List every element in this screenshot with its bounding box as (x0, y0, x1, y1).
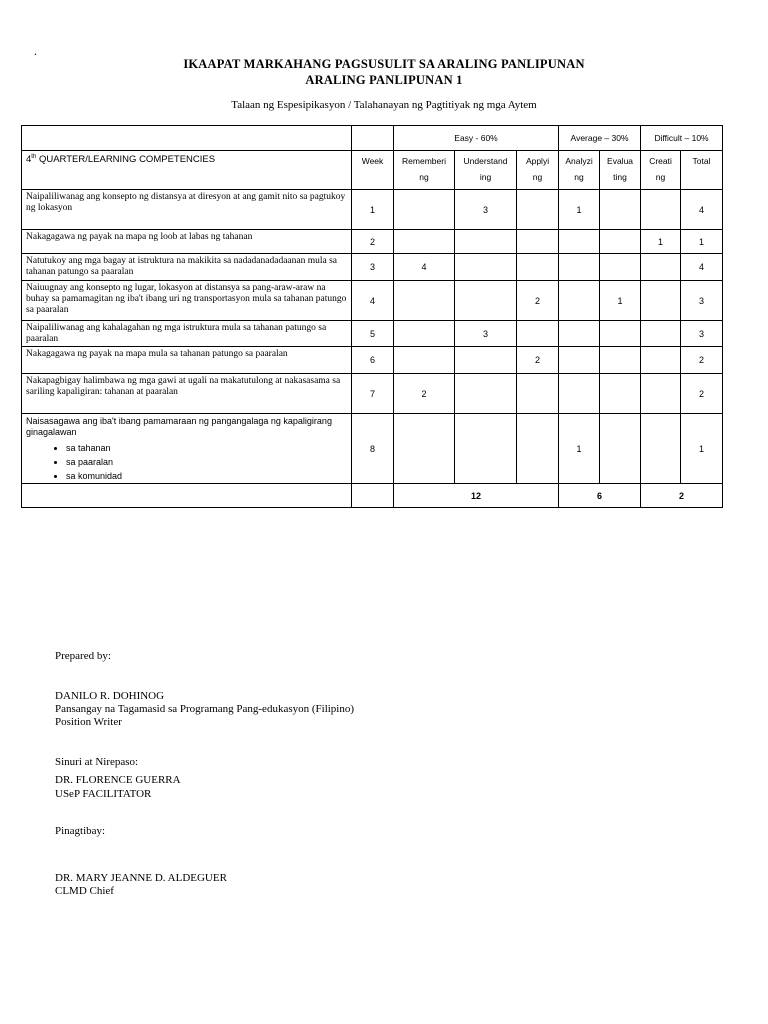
evaluating-cell: 1 (600, 281, 641, 321)
approved-by-name: DR. MARY JEANNE D. ALDEGUER (55, 872, 227, 884)
applying-header: Applyi ng (517, 151, 559, 190)
creating-cell (641, 281, 681, 321)
reviewed-by-label: Sinuri at Nirepaso: (55, 756, 139, 768)
applying-cell: 2 (517, 347, 559, 374)
document-subject: ARALING PANLIPUNAN 1 (305, 73, 463, 87)
empty-cell (22, 484, 352, 508)
evaluating-cell (600, 190, 641, 230)
document-subtitle: Talaan ng Espesipikasyon / Talahanayan ng Pagtitiyak ng mga Aytem (231, 99, 537, 111)
analyzing-cell (559, 347, 600, 374)
creating-cell (641, 254, 681, 281)
evaluating-cell (600, 374, 641, 414)
document-title: IKAAPAT MARKAHANG PAGSUSULIT SA ARALING PANLIPUNAN (183, 57, 585, 71)
week-cell: 1 (352, 190, 394, 230)
remembering-cell (394, 414, 455, 484)
applying-cell (517, 254, 559, 281)
evaluating-cell (600, 347, 641, 374)
total-cell: 4 (681, 254, 723, 281)
week-cell: 7 (352, 374, 394, 414)
total-easy: 12 (394, 484, 559, 508)
table-row-week-4 (22, 281, 723, 321)
group-header-row (22, 126, 723, 151)
analyzing-cell (559, 321, 600, 347)
prepared-by-role: Position Writer (55, 716, 122, 728)
understanding-cell (455, 374, 517, 414)
week-cell: 5 (352, 321, 394, 347)
table-row-week-8 (22, 414, 723, 484)
table-row-week-7 (22, 374, 723, 414)
competency-bullet-list (26, 441, 348, 483)
week-cell: 4 (352, 281, 394, 321)
evaluating-cell (600, 254, 641, 281)
total-cell: 1 (681, 230, 723, 254)
remembering-cell (394, 230, 455, 254)
group-difficult: Difficult – 10% (641, 126, 723, 151)
applying-cell (517, 321, 559, 347)
remembering-cell (394, 347, 455, 374)
remembering-cell (394, 190, 455, 230)
understanding-cell (455, 347, 517, 374)
prepared-by-position: Pansangay na Tagamasid sa Programang Pang-edukasyon (Filipino) (55, 703, 355, 715)
table-row-week-3 (22, 254, 723, 281)
week-header: Week (352, 151, 394, 190)
table-row-week-1 (22, 190, 723, 230)
understanding-cell (455, 281, 517, 321)
remembering-cell (394, 321, 455, 347)
creating-cell (641, 414, 681, 484)
competency-cell: Naiuugnay ang konsepto ng lugar, lokasyon at distansya sa pang-araw-araw na buhay sa pamamagitan ng iba't ibang uri ng transportasyon mula sa tahanan patungo sa paaralan (22, 281, 352, 321)
total-cell: 3 (681, 281, 723, 321)
creating-cell (641, 321, 681, 347)
applying-cell: 2 (517, 281, 559, 321)
applying-cell (517, 374, 559, 414)
applying-cell (517, 414, 559, 484)
competency-cell: Nakagagawa ng payak na mapa mula sa tahanan patungo sa paaralan (22, 347, 352, 374)
remembering-cell (394, 281, 455, 321)
competency-header: 4th QUARTER/LEARNING COMPETENCIES (22, 151, 352, 190)
competency-cell: Naipaliliwanag ang kahalagahan ng mga istruktura mula sa tahanan patungo sa paaralan (22, 321, 352, 347)
approved-by-label: Pinagtibay: (55, 825, 106, 837)
week-cell: 8 (352, 414, 394, 484)
total-header: Total (681, 151, 723, 190)
week-cell: 6 (352, 347, 394, 374)
column-header-row (22, 151, 723, 190)
understanding-cell (455, 230, 517, 254)
analyzing-cell (559, 281, 600, 321)
competency-cell: Natutukoy ang mga bagay at istruktura na makikita sa nadadanadadaanan mula sa tahanan patungo sa paaralan (22, 254, 352, 281)
remembering-cell: 2 (394, 374, 455, 414)
bullet-item: • sa tahanan (66, 441, 348, 455)
group-easy: Easy - 60% (394, 126, 559, 151)
total-cell: 2 (681, 347, 723, 374)
understanding-header: Understand ing (455, 151, 517, 190)
week-cell: 2 (352, 230, 394, 254)
table-row-week-6 (22, 347, 723, 374)
totals-row (22, 484, 723, 508)
creating-cell (641, 374, 681, 414)
total-difficult: 2 (641, 484, 723, 508)
total-cell: 1 (681, 414, 723, 484)
total-cell: 4 (681, 190, 723, 230)
creating-cell (641, 347, 681, 374)
creating-cell (641, 190, 681, 230)
table-row-week-5 (22, 321, 723, 347)
understanding-cell: 3 (455, 321, 517, 347)
total-cell: 2 (681, 374, 723, 414)
prepared-by-name: DANILO R. DOHINOG (55, 690, 165, 702)
reviewed-by-name: DR. FLORENCE GUERRA (55, 774, 181, 786)
table-row-week-2 (22, 230, 723, 254)
approved-by-position: CLMD Chief (55, 885, 114, 897)
evaluating-cell (600, 321, 641, 347)
remembering-cell: 4 (394, 254, 455, 281)
evaluating-cell (600, 230, 641, 254)
analyzing-cell (559, 230, 600, 254)
competency-cell: Nakagagawa ng payak na mapa ng loob at labas ng tahanan (22, 230, 352, 254)
remembering-header: Rememberi ng (394, 151, 455, 190)
bullet-item: • sa paaralan (66, 455, 348, 469)
understanding-cell (455, 254, 517, 281)
analyzing-cell (559, 374, 600, 414)
competency-cell: Nakapagbigay halimbawa ng mga gawi at ugali na makatutulong at nakasasama sa sariling kapaligiran: tahanan at paaralan (22, 374, 352, 414)
competency-cell: Naipaliliwanag ang konsepto ng distansya at diresyon at ang gamit nito sa pagtukoy ng lokasyon (22, 190, 352, 230)
applying-cell (517, 190, 559, 230)
analyzing-cell (559, 254, 600, 281)
evaluating-cell (600, 414, 641, 484)
reviewed-by-position: USeP FACILITATOR (55, 788, 152, 800)
empty-cell (352, 126, 394, 151)
prepared-by-label: Prepared by: (55, 650, 111, 662)
empty-cell (22, 126, 352, 151)
analyzing-cell: 1 (559, 190, 600, 230)
total-cell: 3 (681, 321, 723, 347)
page-mark: . (34, 44, 37, 58)
competency-cell: Naisasagawa ang iba't ibang pamamaraan ng pangangalaga ng kapaligirang ginagalawan • sa tahanan • sa paaralan • sa komunidad (22, 414, 352, 484)
specification-table (21, 125, 723, 508)
understanding-cell (455, 414, 517, 484)
analyzing-cell: 1 (559, 414, 600, 484)
evaluating-header: Evalua ting (600, 151, 641, 190)
week-cell: 3 (352, 254, 394, 281)
analyzing-header: Analyzi ng (559, 151, 600, 190)
empty-cell (352, 484, 394, 508)
applying-cell (517, 230, 559, 254)
group-average: Average – 30% (559, 126, 641, 151)
creating-header: Creati ng (641, 151, 681, 190)
creating-cell: 1 (641, 230, 681, 254)
bullet-item: • sa komunidad (66, 469, 348, 483)
understanding-cell: 3 (455, 190, 517, 230)
total-average: 6 (559, 484, 641, 508)
